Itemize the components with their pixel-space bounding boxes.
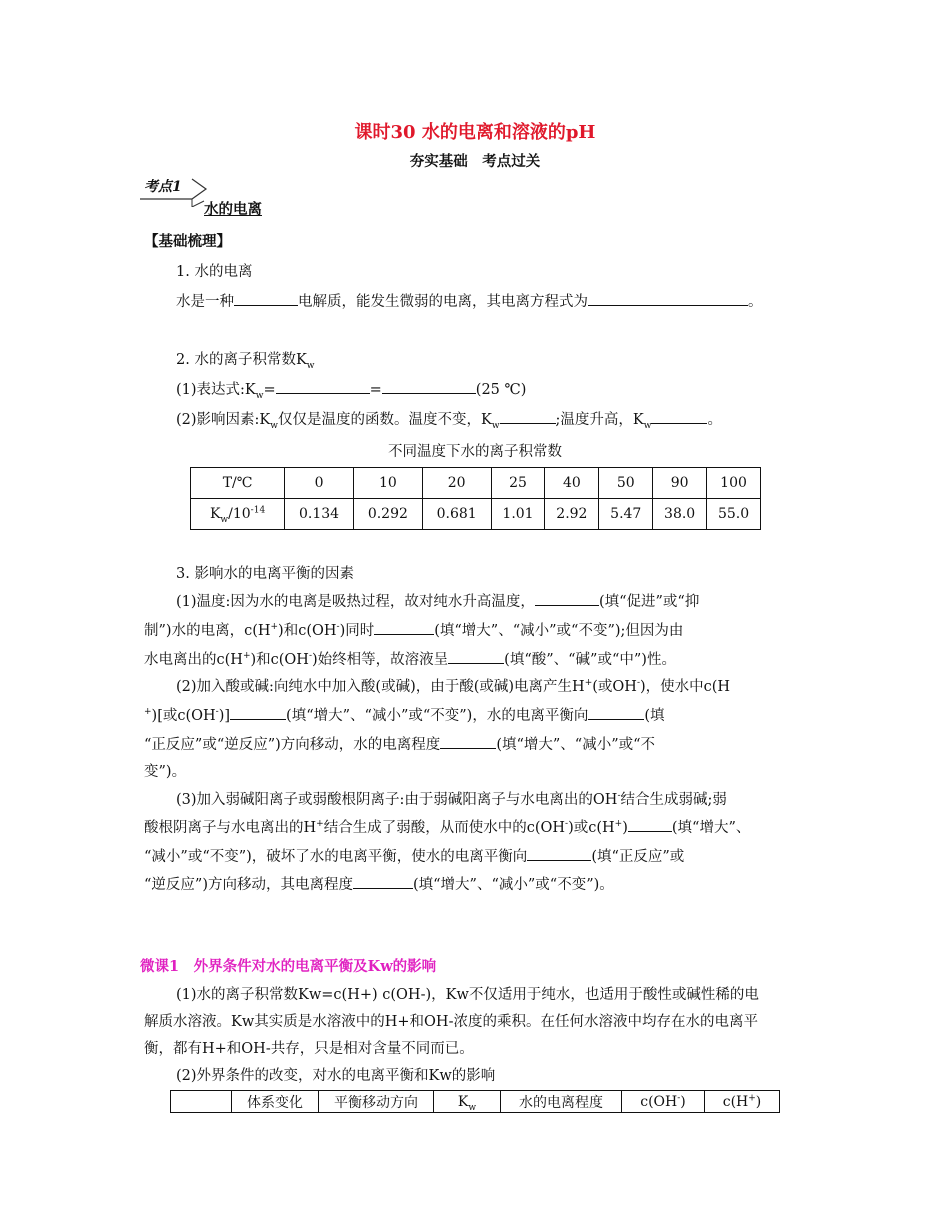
p3-acid-line2: +)[或c(OH-)] (填“增大”、“减小”或“不变”)，水的电离平衡向 (填 xyxy=(144,704,665,725)
table-cell: 0 xyxy=(285,468,354,499)
p3-acid-line3: “正反应”或“逆反应”)方向移动，水的电离程度 (填“增大”、“减小”或“不 xyxy=(144,733,655,754)
table-cell: 0.681 xyxy=(422,499,491,530)
page-subtitle: 夯实基础 考点过关 xyxy=(409,153,541,170)
table-row xyxy=(191,499,761,530)
table-cell: $K_w/10^{-14}$ xyxy=(191,499,285,530)
p3-weak-line1: (3)加入弱碱阳离子或弱酸根阴离子:由于弱碱阳离子与水电离出的OH-结合生成弱碱;弱 xyxy=(176,791,727,808)
p3-temp-line2: 制”)水的电离，c(H+)和c(OH-)同时 (填“增大”、“减小”或“不变”);但因为由 xyxy=(144,619,683,640)
micro-line3: 衡，都有H+和OH-共存，只是相对含量不同而已。 xyxy=(144,1041,474,1057)
page-title: 课时30 水的电离和溶液的pH xyxy=(354,122,596,143)
p3-temp-line1: (1)温度:因为水的电离是吸热过程，故对纯水升高温度， (填“促进”或“抑 xyxy=(176,590,699,611)
table-header-cell: 体系变化 xyxy=(232,1091,319,1113)
condition-table xyxy=(170,1090,780,1113)
p3-weak-line3: “减小”或“不变”)，破坏了水的电离平衡，使水的电离平衡向 (填“正反应”或 xyxy=(144,845,684,866)
table-row xyxy=(191,468,761,499)
table-cell: 10 xyxy=(353,468,422,499)
table-header-cell: c(OH-) xyxy=(622,1091,705,1113)
table-cell: 38.0 xyxy=(653,499,707,530)
table-cell: 25 xyxy=(491,468,545,499)
p1-heading: 1. 水的电离 xyxy=(176,264,253,280)
micro-line4: (2)外界条件的改变，对水的电离平衡和Kw的影响 xyxy=(176,1068,496,1084)
table-cell: 55.0 xyxy=(707,499,761,530)
table-cell: 5.47 xyxy=(599,499,653,530)
section-badge-label: 考点1 xyxy=(144,179,182,195)
table-cell: 50 xyxy=(599,468,653,499)
p2-heading: 2. 水的离子积常数$K_w$ xyxy=(176,352,315,371)
p3-temp-line3: 水电离出的c(H+)和c(OH-)始终相等，故溶液呈 (填“酸”、“碱”或“中”)性。 xyxy=(144,648,676,669)
table-header-cell: 平衡移动方向 xyxy=(319,1091,434,1113)
p3-weak-line4: “逆反应”)方向移动，其电离程度 (填“增大”、“减小”或“不变”)。 xyxy=(144,873,614,894)
section-title: 水的电离 xyxy=(204,201,262,218)
table-cell: 40 xyxy=(545,468,599,499)
table-cell: 0.292 xyxy=(353,499,422,530)
p2-influence: (2)影响因素$:K_w$仅仅是温度的函数。温度不变，$K_w$ ;温度升高，$K_w$ 。 xyxy=(176,408,722,429)
table-header-cell: c(H+) xyxy=(705,1091,780,1113)
table-cell: 100 xyxy=(707,468,761,499)
table-header-row xyxy=(171,1091,780,1113)
micro-line1: (1)水的离子积常数Kw=c(H+) c(OH-)，Kw不仅适用于纯水，也适用于酸性或碱性稀的电 xyxy=(176,987,759,1003)
p1-line: 水是一种 电解质，能发生微弱的电离，其电离方程式为 。 xyxy=(176,290,763,311)
table-header-cell: $K_w$ xyxy=(434,1091,501,1113)
p3-acid-line1: (2)加入酸或碱:向纯水中加入酸(或碱)，由于酸(或碱)电离产生H+(或OH-)，使水中c(H xyxy=(176,678,731,695)
k-table-caption: 不同温度下水的离子积常数 xyxy=(388,444,562,460)
p3-weak-line2: 酸根阴离子与水电离出的H+结合生成了弱酸，从而使水中的c(OH-)或c(H+) (填“增大”、 xyxy=(144,816,750,837)
p2-expression: (1)表达式$:K_w= = (25$ ℃) xyxy=(176,378,526,399)
micro-lesson-heading: 微课1 外界条件对水的电离平衡及Kw的影响 xyxy=(140,958,437,975)
p3-acid-line4: 变”)。 xyxy=(144,764,187,780)
basics-heading: 【基础梳理】 xyxy=(144,233,231,250)
table-cell: T/℃ xyxy=(191,468,285,499)
table-cell: 90 xyxy=(653,468,707,499)
table-cell: 1.01 xyxy=(491,499,545,530)
micro-line2: 解质水溶液。Kw其实质是水溶液中的H+和OH-浓度的乘积。在任何水溶液中均存在水的电离平 xyxy=(144,1014,758,1030)
table-cell: 2.92 xyxy=(545,499,599,530)
table-cell: 0.134 xyxy=(285,499,354,530)
table-header-cell xyxy=(171,1091,232,1113)
p3-heading: 3. 影响水的电离平衡的因素 xyxy=(176,566,354,582)
table-cell: 20 xyxy=(422,468,491,499)
kw-table xyxy=(190,467,761,530)
table-header-cell: 水的电离程度 xyxy=(501,1091,622,1113)
